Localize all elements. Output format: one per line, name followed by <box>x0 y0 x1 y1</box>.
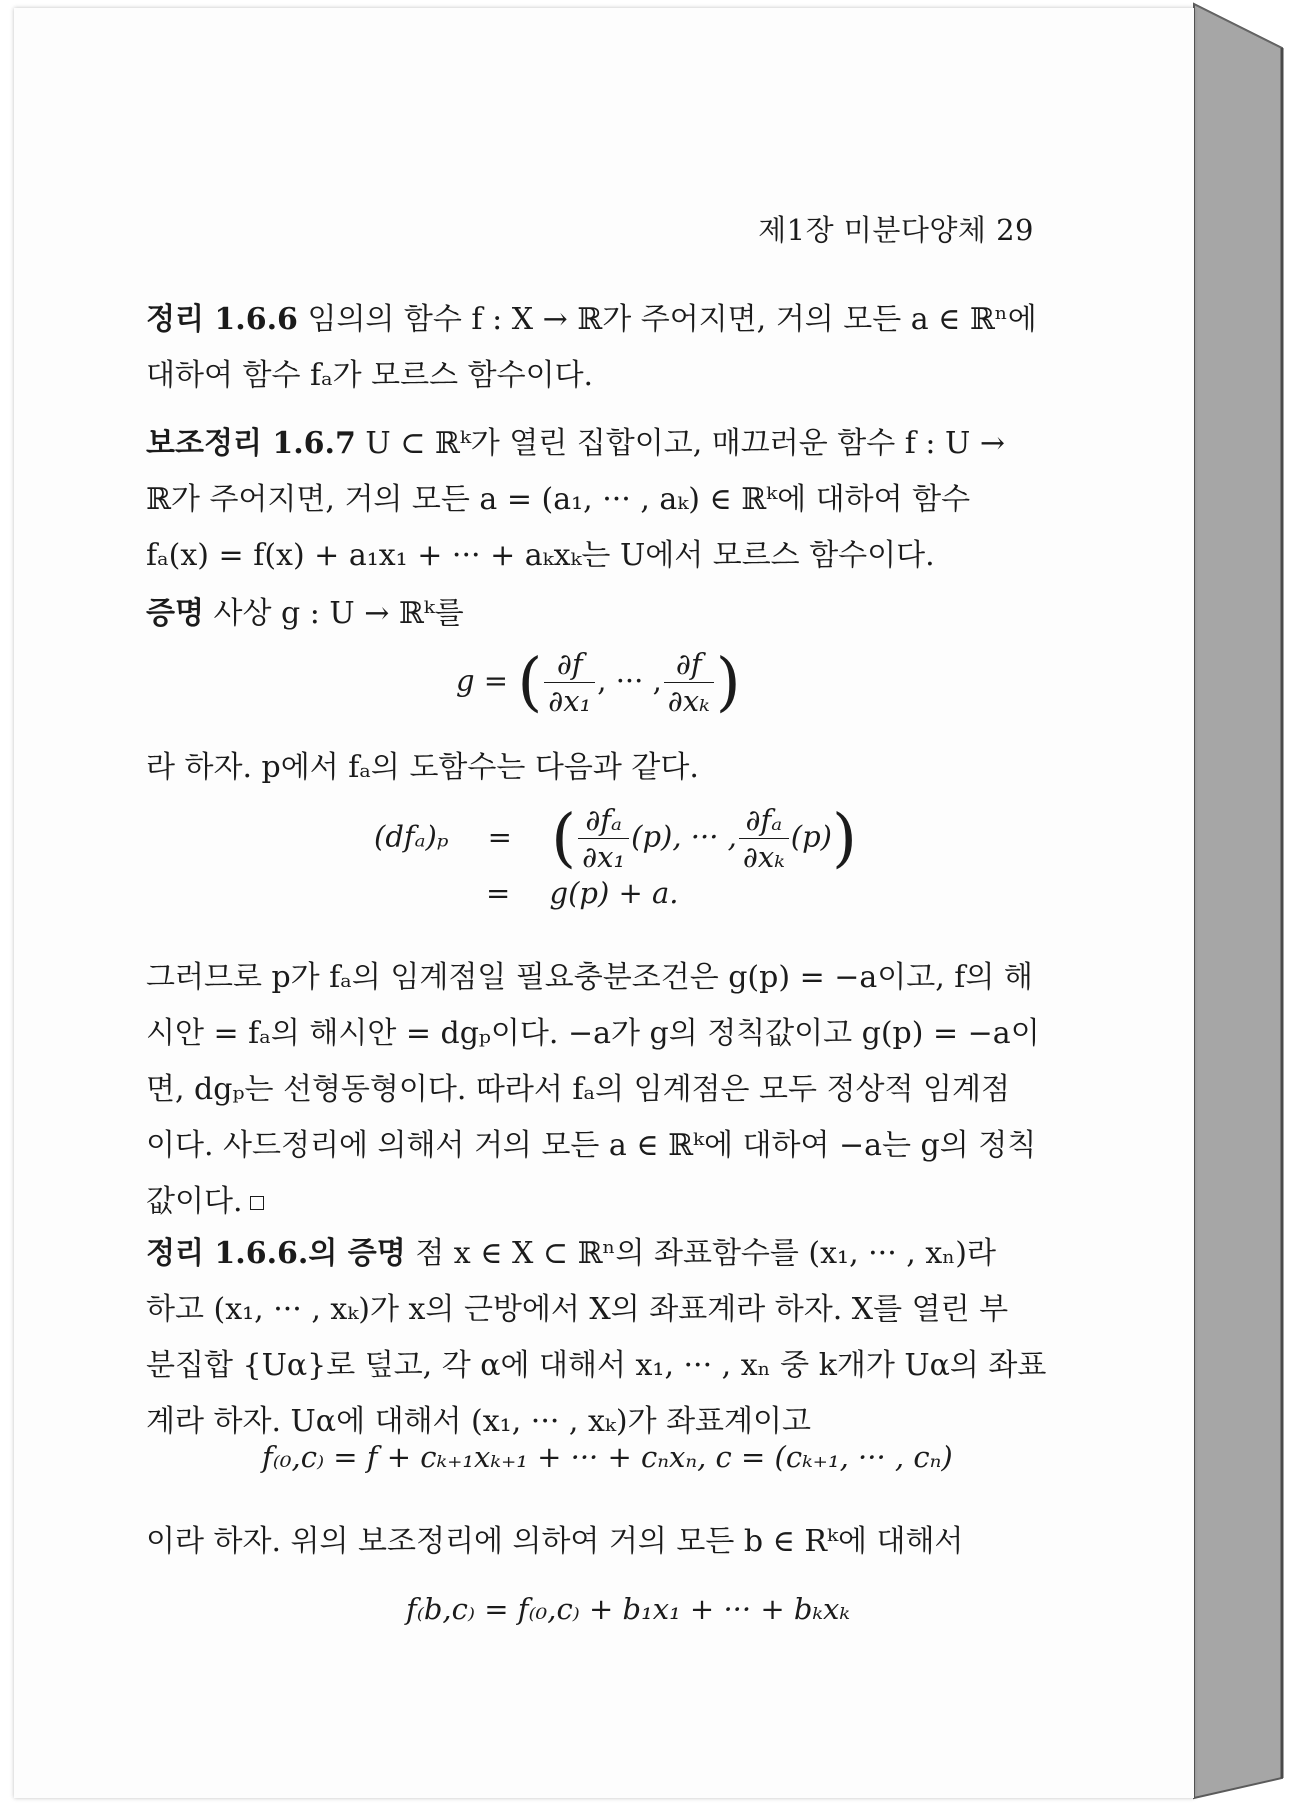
fraction-denominator: ∂xₖ <box>742 840 785 874</box>
fraction-denominator: ∂x₁ <box>582 840 626 874</box>
proof-text: 값이다. <box>146 1184 243 1219</box>
proof-166-line: 분집합 {Uα}로 덮고, 각 α에 대해서 x₁, ··· , xₙ 중 k개가 Uα의 좌표 <box>146 1348 1047 1383</box>
proof-of-theorem-1-6-6 <box>146 1226 1046 1450</box>
fraction <box>544 646 595 719</box>
fraction-numerator: ∂fₐ <box>739 802 789 839</box>
fraction-denominator: ∂xₖ <box>667 684 710 718</box>
proof-166-body <box>146 1514 1046 1570</box>
equation-dfa <box>374 802 857 875</box>
proof-line <box>146 586 1046 642</box>
eq-equals: = <box>487 819 512 854</box>
fraction-numerator: ∂f <box>664 646 714 683</box>
page-content <box>14 8 1194 1798</box>
proof-body-2 <box>146 950 1046 1230</box>
fraction-denominator: ∂x₁ <box>548 684 592 718</box>
paren-close: ) <box>715 645 741 720</box>
lemma-line: ℝ가 주어지면, 거의 모든 a = (a₁, ··· , aₖ) ∈ ℝᵏ에 대하여 함수 <box>146 482 971 517</box>
fraction-numerator: ∂f <box>544 646 595 683</box>
proof-line: 시안 = fₐ의 해시안 = dgₚ이다. −a가 g의 정칙값이고 g(p) = −a이 <box>146 1016 1040 1051</box>
equation-g <box>456 646 741 719</box>
proof-166-line: 계라 하자. Uα에 대해서 (x₁, ··· , xₖ)가 좌표계이고 <box>146 1404 811 1439</box>
paren-open: ( <box>551 801 577 876</box>
paren-close: ) <box>832 801 857 876</box>
proof-text: 사상 g : U → ℝᵏ를 <box>203 596 464 631</box>
eq-lhs: g = <box>456 663 509 698</box>
proof-body-1 <box>146 740 1046 796</box>
proof-166-label: 정리 1.6.6.의 증명 <box>146 1236 406 1271</box>
theorem-text: 임의의 함수 f : X → ℝ가 주어지면, 거의 모든 a ∈ ℝⁿ에 <box>297 302 1037 337</box>
proof-line: 면, dgₚ는 선형동형이다. 따라서 fₐ의 임계점은 모두 정상적 임계점 <box>146 1072 1010 1107</box>
proof-166-line <box>146 1226 1046 1282</box>
equation-f0c: f₍₀,c₎ = f + cₖ₊₁xₖ₊₁ + ··· + cₙxₙ, c = (cₖ₊₁, ··· , cₙ) <box>262 1440 953 1474</box>
lemma-text: U ⊂ ℝᵏ가 열린 집합이고, 매끄러운 함수 f : U → <box>355 426 1005 461</box>
equation-result <box>486 876 679 910</box>
proof-166-text: 점 x ∈ X ⊂ ℝⁿ의 좌표함수를 (x₁, ··· , xₙ)라 <box>405 1236 996 1271</box>
eq-rhs: g(p) + a. <box>549 876 679 910</box>
fraction <box>578 802 629 875</box>
fraction <box>739 802 789 875</box>
equation-fbc: f₍b,c₎ = f₍₀,c₎ + b₁x₁ + ··· + bₖxₖ <box>406 1592 850 1626</box>
theorem-line <box>146 292 1046 348</box>
lemma-line <box>146 416 1046 472</box>
book-page <box>14 8 1194 1798</box>
lemma-line: fₐ(x) = f(x) + a₁x₁ + ··· + aₖxₖ는 U에서 모르스 함수이다. <box>146 538 935 573</box>
paren-open: ( <box>517 645 543 720</box>
proof-line: 이다. 사드정리에 의해서 거의 모든 a ∈ ℝᵏ에 대하여 −a는 g의 정칙 <box>146 1128 1037 1163</box>
proof-intro <box>146 586 1046 642</box>
lemma-label: 보조정리 1.6.7 <box>146 426 356 461</box>
fraction <box>664 646 714 719</box>
proof-label: 증명 <box>146 596 204 631</box>
lemma-1-6-7 <box>146 416 1046 584</box>
qed-square-icon <box>250 1196 264 1210</box>
proof-line: 그러므로 p가 fₐ의 임계점일 필요충분조건은 g(p) = −a이고, f의 해 <box>146 960 1033 995</box>
proof-line: 라 하자. p에서 fₐ의 도함수는 다음과 같다. <box>146 750 699 785</box>
eq-equals: = <box>486 876 511 910</box>
running-header: 제1장 미분다양체 29 <box>758 213 1034 247</box>
fraction-numerator: ∂fₐ <box>578 802 629 839</box>
eq-lhs: (dfₐ)ₚ <box>374 819 449 854</box>
theorem-line: 대하여 함수 fₐ가 모르스 함수이다. <box>146 358 594 393</box>
eq-ellipsis: (p), ··· , <box>631 819 737 854</box>
theorem-1-6-6 <box>146 292 1046 404</box>
eq-ellipsis: , ··· , <box>597 663 662 698</box>
theorem-label: 정리 1.6.6 <box>146 302 298 337</box>
proof-166-line: 하고 (x₁, ··· , xₖ)가 x의 근방에서 X의 좌표계라 하자. X를 열린 부 <box>146 1292 1009 1327</box>
proof-166-line: 이라 하자. 위의 보조정리에 의하여 거의 모든 b ∈ Rᵏ에 대해서 <box>146 1524 964 1559</box>
proof-line <box>146 1174 1046 1230</box>
eq-p: (p) <box>790 819 832 854</box>
